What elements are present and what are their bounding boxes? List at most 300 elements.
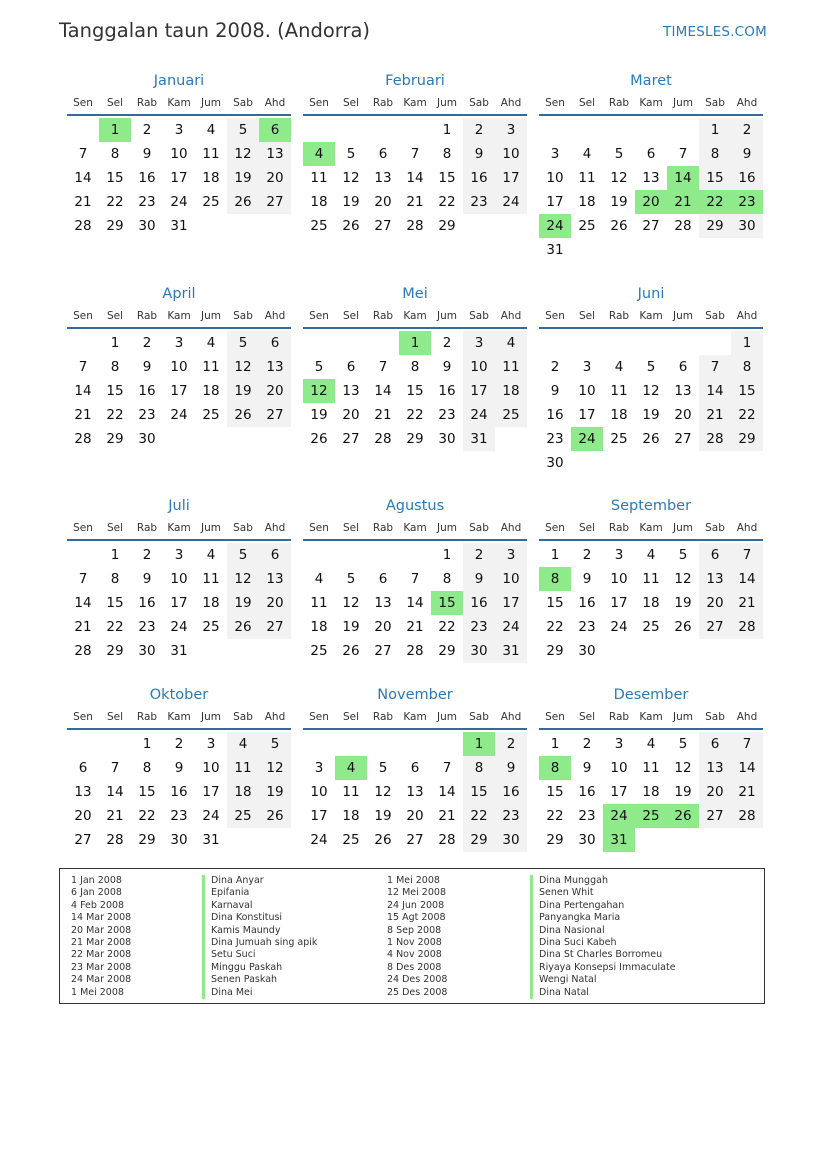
holiday-date: 24 Mar 2008 [71, 974, 132, 986]
day-cell: 4 [206, 122, 216, 138]
empty-cell [195, 427, 227, 451]
week-row [67, 379, 291, 403]
weekday-header [539, 308, 763, 329]
empty-cell [667, 118, 699, 142]
month-februari [303, 72, 527, 238]
week-row [303, 118, 527, 142]
holiday-date: 1 Jan 2008 [71, 875, 122, 886]
empty-cell [67, 543, 99, 567]
day-cell: 8 [539, 567, 571, 591]
empty-cell [399, 118, 431, 142]
weekday-label: Jum [673, 711, 693, 723]
day-cell: 31 [546, 242, 564, 258]
day-cell: 2 [582, 736, 592, 752]
day-cell: 25 [202, 407, 220, 423]
weekday-label: Ahd [264, 522, 286, 534]
day-cell: 4 [495, 331, 527, 355]
day-cell: 26 [227, 190, 259, 214]
day-cell: 22 [106, 407, 124, 423]
week-row [303, 615, 527, 639]
weekday-label: Sel [578, 522, 596, 534]
day-cell: 6 [646, 146, 656, 162]
weekday-label: Kam [167, 97, 191, 109]
holiday-date: 21 Mar 2008 [71, 936, 132, 948]
week-row [67, 780, 291, 804]
weekday-label: Rab [136, 711, 158, 723]
day-cell: 5 [227, 331, 259, 355]
week-row [303, 543, 527, 567]
week-row [303, 214, 527, 238]
day-cell: 28 [438, 832, 456, 848]
holiday-date: 20 Mar 2008 [71, 924, 132, 936]
empty-cell [635, 639, 667, 663]
day-cell: 24 [170, 407, 188, 423]
day-cell: 14 [74, 595, 92, 611]
weekday-label: Jum [673, 522, 693, 534]
day-cell: 5 [227, 543, 259, 567]
weekday-label: Ahd [500, 711, 522, 723]
day-cell: 18 [227, 780, 259, 804]
week-row [303, 756, 527, 780]
day-cell: 22 [699, 190, 731, 214]
day-cell: 18 [610, 407, 628, 423]
day-cell: 13 [674, 383, 692, 399]
weekday-label: Sab [705, 310, 725, 322]
month-name: Maret [630, 73, 672, 89]
day-cell: 7 [78, 359, 88, 375]
empty-cell [163, 427, 195, 451]
brand-logo[interactable]: TIMESLES.COM [663, 24, 767, 40]
weekday-label: Kam [167, 711, 191, 723]
day-cell: 30 [578, 643, 596, 659]
empty-cell [603, 639, 635, 663]
empty-cell [367, 732, 399, 756]
day-cell: 25 [202, 619, 220, 635]
day-cell: 26 [374, 832, 392, 848]
day-cell: 19 [227, 166, 259, 190]
day-cell: 14 [74, 383, 92, 399]
day-cell: 21 [74, 194, 92, 210]
week-row [539, 355, 763, 379]
day-cell: 16 [463, 591, 495, 615]
day-cell: 17 [578, 407, 596, 423]
weekday-header [67, 95, 291, 116]
day-cell: 19 [259, 780, 291, 804]
day-cell: 16 [138, 595, 156, 611]
weekday-label: Rab [608, 711, 630, 723]
day-cell: 19 [227, 591, 259, 615]
day-cell: 27 [699, 804, 731, 828]
day-cell: 28 [406, 643, 424, 659]
day-cell: 24 [571, 427, 603, 451]
empty-cell [227, 214, 259, 238]
day-cell: 15 [546, 595, 564, 611]
holiday-name: Minggu Paskah [202, 962, 317, 974]
week-row [67, 166, 291, 190]
day-cell: 22 [406, 407, 424, 423]
day-cell: 27 [74, 832, 92, 848]
day-cell: 14 [699, 379, 731, 403]
day-cell: 10 [170, 146, 188, 162]
day-cell: 1 [110, 547, 120, 563]
day-cell: 17 [610, 595, 628, 611]
week-row [67, 756, 291, 780]
week-row [67, 214, 291, 238]
weekday-label: Sen [309, 310, 329, 322]
week-row [539, 190, 763, 214]
day-cell: 12 [374, 784, 392, 800]
day-cell: 23 [546, 431, 564, 447]
holiday-name: Dina Nasional [530, 925, 676, 937]
day-cell: 29 [106, 643, 124, 659]
holiday-name: Dina Pertengahan [530, 900, 676, 912]
day-cell: 4 [206, 547, 216, 563]
day-cell: 21 [438, 808, 456, 824]
day-cell: 29 [731, 427, 763, 451]
day-cell: 19 [227, 379, 259, 403]
weekday-label: Ahd [736, 310, 758, 322]
day-cell: 7 [699, 355, 731, 379]
day-cell: 30 [138, 431, 156, 447]
holiday-date: 24 Des 2008 [387, 974, 448, 986]
week-row [539, 331, 763, 355]
weekday-header [303, 308, 527, 329]
week-row [539, 591, 763, 615]
day-cell: 27 [674, 431, 692, 447]
day-cell: 4 [646, 547, 656, 563]
day-cell: 12 [227, 567, 259, 591]
day-cell: 10 [170, 571, 188, 587]
holiday-name: Karnaval [202, 900, 317, 912]
day-cell: 9 [495, 756, 527, 780]
day-cell: 31 [463, 427, 495, 451]
empty-cell [259, 828, 291, 852]
weekday-label: Ahd [500, 522, 522, 534]
empty-cell [603, 118, 635, 142]
week-row [539, 238, 763, 262]
day-cell: 25 [227, 804, 259, 828]
weekday-label: Jum [437, 97, 457, 109]
day-cell: 22 [438, 619, 456, 635]
day-cell: 4 [582, 146, 592, 162]
day-cell: 15 [106, 170, 124, 186]
day-cell: 16 [138, 170, 156, 186]
empty-cell [303, 732, 335, 756]
day-cell: 30 [578, 832, 596, 848]
day-cell: 21 [74, 407, 92, 423]
day-cell: 28 [731, 804, 763, 828]
weekday-header [67, 520, 291, 541]
day-cell: 11 [610, 383, 628, 399]
week-row [539, 451, 763, 475]
day-cell: 2 [495, 732, 527, 756]
weekday-label: Kam [403, 711, 427, 723]
day-cell: 27 [374, 218, 392, 234]
day-cell: 18 [642, 595, 660, 611]
day-cell: 22 [546, 619, 564, 635]
weekday-label: Sen [545, 711, 565, 723]
weekday-label: Rab [136, 522, 158, 534]
week-row [539, 756, 763, 780]
day-cell: 24 [463, 403, 495, 427]
week-row [303, 804, 527, 828]
day-cell: 9 [550, 383, 560, 399]
day-cell: 1 [442, 122, 452, 138]
day-cell: 20 [74, 808, 92, 824]
day-cell: 18 [342, 808, 360, 824]
day-cell: 26 [674, 619, 692, 635]
weekday-label: Sen [545, 97, 565, 109]
weekday-label: Sel [106, 97, 124, 109]
weekday-label: Kam [639, 711, 663, 723]
day-cell: 28 [374, 431, 392, 447]
day-cell: 19 [610, 194, 628, 210]
week-row [303, 190, 527, 214]
day-cell: 15 [406, 383, 424, 399]
week-row [539, 567, 763, 591]
day-cell: 18 [310, 194, 328, 210]
empty-cell [571, 331, 603, 355]
day-cell: 21 [406, 619, 424, 635]
day-cell: 28 [74, 643, 92, 659]
weekday-label: Ahd [736, 522, 758, 534]
day-cell: 7 [731, 732, 763, 756]
month-name: Juni [637, 286, 665, 302]
day-cell: 30 [170, 832, 188, 848]
day-cell: 9 [174, 760, 184, 776]
day-cell: 5 [259, 732, 291, 756]
day-cell: 15 [546, 784, 564, 800]
day-cell: 3 [614, 736, 624, 752]
week-row [303, 379, 527, 403]
day-cell: 15 [438, 170, 456, 186]
weekday-label: Rab [608, 522, 630, 534]
day-cell: 4 [227, 732, 259, 756]
day-cell: 25 [202, 194, 220, 210]
weekday-label: Jum [437, 711, 457, 723]
day-cell: 30 [438, 431, 456, 447]
month-januari [67, 72, 291, 238]
day-cell: 21 [667, 190, 699, 214]
day-cell: 20 [699, 591, 731, 615]
empty-cell [731, 828, 763, 852]
day-cell: 3 [495, 118, 527, 142]
day-cell: 6 [259, 543, 291, 567]
weekday-header [539, 95, 763, 116]
day-cell: 4 [646, 736, 656, 752]
day-cell: 14 [106, 784, 124, 800]
day-cell: 23 [578, 808, 596, 824]
empty-cell [603, 238, 635, 262]
day-cell: 16 [170, 784, 188, 800]
day-cell: 26 [227, 403, 259, 427]
day-cell: 24 [170, 619, 188, 635]
empty-cell [571, 451, 603, 475]
empty-cell [335, 543, 367, 567]
weekday-label: Sen [73, 522, 93, 534]
day-cell: 16 [463, 166, 495, 190]
day-cell: 20 [674, 407, 692, 423]
day-cell: 25 [642, 619, 660, 635]
day-cell: 30 [495, 828, 527, 852]
week-row [67, 427, 291, 451]
month-name: Desember [613, 687, 689, 703]
day-cell: 24 [603, 804, 635, 828]
day-cell: 17 [546, 194, 564, 210]
day-cell: 27 [642, 218, 660, 234]
holiday-date: 23 Mar 2008 [71, 961, 132, 973]
day-cell: 18 [310, 619, 328, 635]
day-cell: 23 [138, 619, 156, 635]
day-cell: 12 [227, 142, 259, 166]
week-row [539, 379, 763, 403]
week-row [67, 543, 291, 567]
day-cell: 18 [202, 595, 220, 611]
empty-cell [195, 214, 227, 238]
day-cell: 2 [142, 122, 152, 138]
empty-cell [699, 331, 731, 355]
day-cell: 9 [463, 567, 495, 591]
day-cell: 21 [731, 780, 763, 804]
empty-cell [699, 639, 731, 663]
day-cell: 26 [310, 431, 328, 447]
week-row [539, 804, 763, 828]
week-row [539, 142, 763, 166]
day-cell: 7 [110, 760, 120, 776]
empty-cell [667, 238, 699, 262]
day-cell: 29 [138, 832, 156, 848]
day-cell: 28 [106, 832, 124, 848]
empty-cell [335, 732, 367, 756]
day-cell: 29 [546, 832, 564, 848]
weekday-label: Sel [106, 711, 124, 723]
day-cell: 24 [310, 832, 328, 848]
month-mei [303, 285, 527, 451]
empty-cell [667, 828, 699, 852]
day-cell: 15 [731, 379, 763, 403]
weekday-header [303, 520, 527, 541]
weekday-label: Ahd [736, 97, 758, 109]
holiday-name: Senen Paskah [202, 974, 317, 986]
month-agustus [303, 497, 527, 663]
day-cell: 8 [410, 359, 420, 375]
day-cell: 4 [314, 571, 324, 587]
day-cell: 13 [642, 170, 660, 186]
day-cell: 22 [463, 804, 495, 828]
weekday-label: Sel [342, 310, 360, 322]
empty-cell [227, 828, 259, 852]
empty-cell [195, 639, 227, 663]
week-row [539, 166, 763, 190]
day-cell: 3 [174, 547, 184, 563]
day-cell: 8 [699, 142, 731, 166]
day-cell: 30 [731, 214, 763, 238]
day-cell: 19 [342, 619, 360, 635]
weekday-label: Rab [608, 97, 630, 109]
day-cell: 27 [259, 403, 291, 427]
holiday-date: 1 Nov 2008 [387, 936, 442, 948]
day-cell: 20 [374, 619, 392, 635]
day-cell: 26 [259, 804, 291, 828]
day-cell: 2 [582, 547, 592, 563]
empty-cell [67, 732, 99, 756]
empty-cell [259, 427, 291, 451]
week-row [303, 403, 527, 427]
weekday-label: Rab [136, 97, 158, 109]
weekday-label: Ahd [500, 97, 522, 109]
day-cell: 30 [463, 639, 495, 663]
week-row [539, 639, 763, 663]
day-cell: 14 [74, 170, 92, 186]
day-cell: 14 [667, 166, 699, 190]
empty-cell [399, 732, 431, 756]
day-cell: 22 [106, 194, 124, 210]
day-cell: 18 [495, 379, 527, 403]
holiday-name: Dina Natal [530, 987, 676, 999]
weekday-label: Sel [578, 711, 596, 723]
day-cell: 3 [550, 146, 560, 162]
weekday-label: Sab [469, 711, 489, 723]
weekday-label: Kam [639, 310, 663, 322]
day-cell: 14 [731, 567, 763, 591]
empty-cell [603, 451, 635, 475]
day-cell: 5 [346, 571, 356, 587]
weekday-label: Sel [578, 97, 596, 109]
day-cell: 21 [74, 619, 92, 635]
day-cell: 5 [378, 760, 388, 776]
day-cell: 8 [442, 571, 452, 587]
day-cell: 30 [546, 455, 564, 471]
day-cell: 28 [699, 427, 731, 451]
week-row [67, 331, 291, 355]
day-cell: 20 [259, 591, 291, 615]
empty-cell [67, 118, 99, 142]
day-cell: 3 [463, 331, 495, 355]
day-cell: 12 [342, 595, 360, 611]
empty-cell [303, 543, 335, 567]
day-cell: 19 [310, 407, 328, 423]
day-cell: 3 [314, 760, 324, 776]
empty-cell [731, 238, 763, 262]
day-cell: 12 [342, 170, 360, 186]
day-cell: 25 [310, 218, 328, 234]
day-cell: 4 [206, 335, 216, 351]
weekday-label: Sab [705, 522, 725, 534]
empty-cell [463, 214, 495, 238]
day-cell: 16 [546, 407, 564, 423]
weekday-label: Jum [437, 310, 457, 322]
month-september [539, 497, 763, 663]
holiday-name: Panyangka Maria [530, 912, 676, 924]
day-cell: 22 [546, 808, 564, 824]
empty-cell [539, 331, 571, 355]
day-cell: 19 [642, 407, 660, 423]
holiday-date: 8 Des 2008 [387, 961, 442, 973]
weekday-label: Jum [201, 97, 221, 109]
day-cell: 18 [578, 194, 596, 210]
day-cell: 8 [110, 146, 120, 162]
week-row [539, 214, 763, 238]
day-cell: 25 [310, 643, 328, 659]
day-cell: 17 [495, 591, 527, 615]
month-april [67, 285, 291, 451]
week-row [67, 567, 291, 591]
week-row [539, 118, 763, 142]
day-cell: 10 [610, 760, 628, 776]
weekday-label: Ahd [264, 97, 286, 109]
empty-cell [731, 451, 763, 475]
day-cell: 10 [310, 784, 328, 800]
